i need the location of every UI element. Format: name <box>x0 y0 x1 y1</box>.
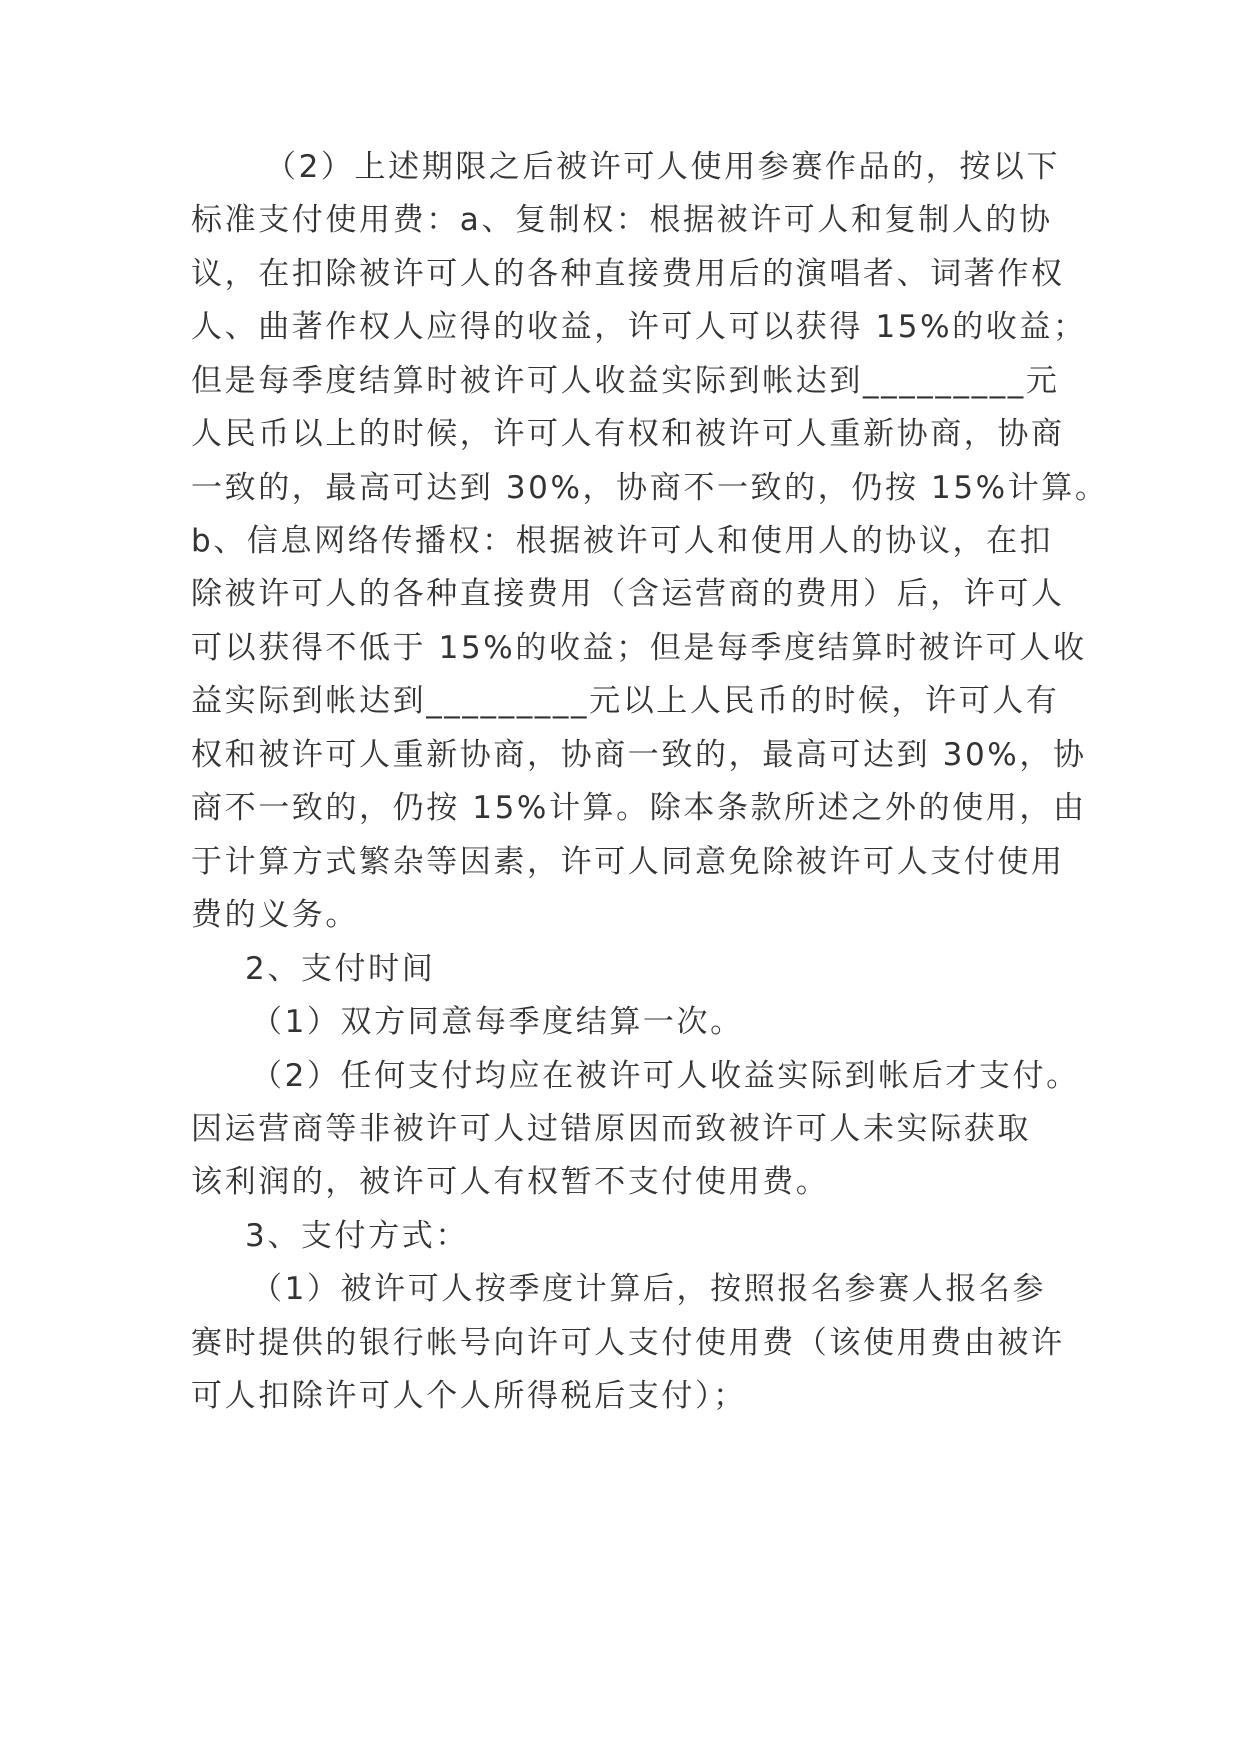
list-item: （1）双方同意每季度结算一次。 <box>251 1004 744 1040</box>
text-line: 赛时提供的银行帐号向许可人支付使用费（该使用费由被许 <box>191 1325 1065 1361</box>
text-line: 人民币以上的时候，许可人有权和被许可人重新协商，协商 <box>191 416 1065 452</box>
text-line: 一致的，最高可达到 30%，协商不一致的，仍按 15%计算。 <box>191 470 1109 506</box>
text-line: 但是每季度结算时被许可人收益实际到帐达到_________元 <box>191 363 1060 399</box>
text-line: （2）上述期限之后被许可人使用参赛作品的，按以下 <box>265 149 1061 185</box>
text-line: 可人扣除许可人个人所得税后支付）； <box>191 1378 747 1414</box>
text-line: 益实际到帐达到_________元以上人民币的时候，许可人有 <box>191 683 1060 719</box>
section-heading: 3、支付方式： <box>245 1218 469 1254</box>
text-line: 费的义务。 <box>191 897 359 933</box>
text-line: 可以获得不低于 15%的收益；但是每季度结算时被许可人收 <box>191 630 1087 666</box>
text-line: b、信息网络传播权：根据被许可人和使用人的协议，在扣 <box>191 523 1054 559</box>
list-item: （1）被许可人按季度计算后，按照报名参赛人报名参 <box>251 1271 1047 1307</box>
text-line: 除被许可人的各种直接费用（含运营商的费用）后，许可人 <box>191 576 1065 612</box>
text-line: 权和被许可人重新协商，协商一致的，最高可达到 30%，协 <box>191 737 1087 773</box>
list-item: （2）任何支付均应在被许可人收益实际到帐后才支付。 <box>251 1058 1080 1094</box>
text-line: 商不一致的，仍按 15%计算。除本条款所述之外的使用，由 <box>191 790 1087 826</box>
text-line: 于计算方式繁杂等因素，许可人同意免除被许可人支付使用 <box>191 844 1065 880</box>
text-line: 人、曲著作权人应得的收益，许可人可以获得 15%的收益； <box>191 309 1087 345</box>
text-line: 议，在扣除被许可人的各种直接费用后的演唱者、词著作权 <box>191 256 1065 292</box>
text-line: 因运营商等非被许可人过错原因而致被许可人未实际获取 <box>191 1111 1031 1147</box>
text-line: 该利润的，被许可人有权暂不支付使用费。 <box>191 1164 830 1200</box>
text-line: 标准支付使用费：a、复制权：根据被许可人和复制人的协 <box>191 202 1053 238</box>
section-heading: 2、支付时间 <box>245 951 436 987</box>
